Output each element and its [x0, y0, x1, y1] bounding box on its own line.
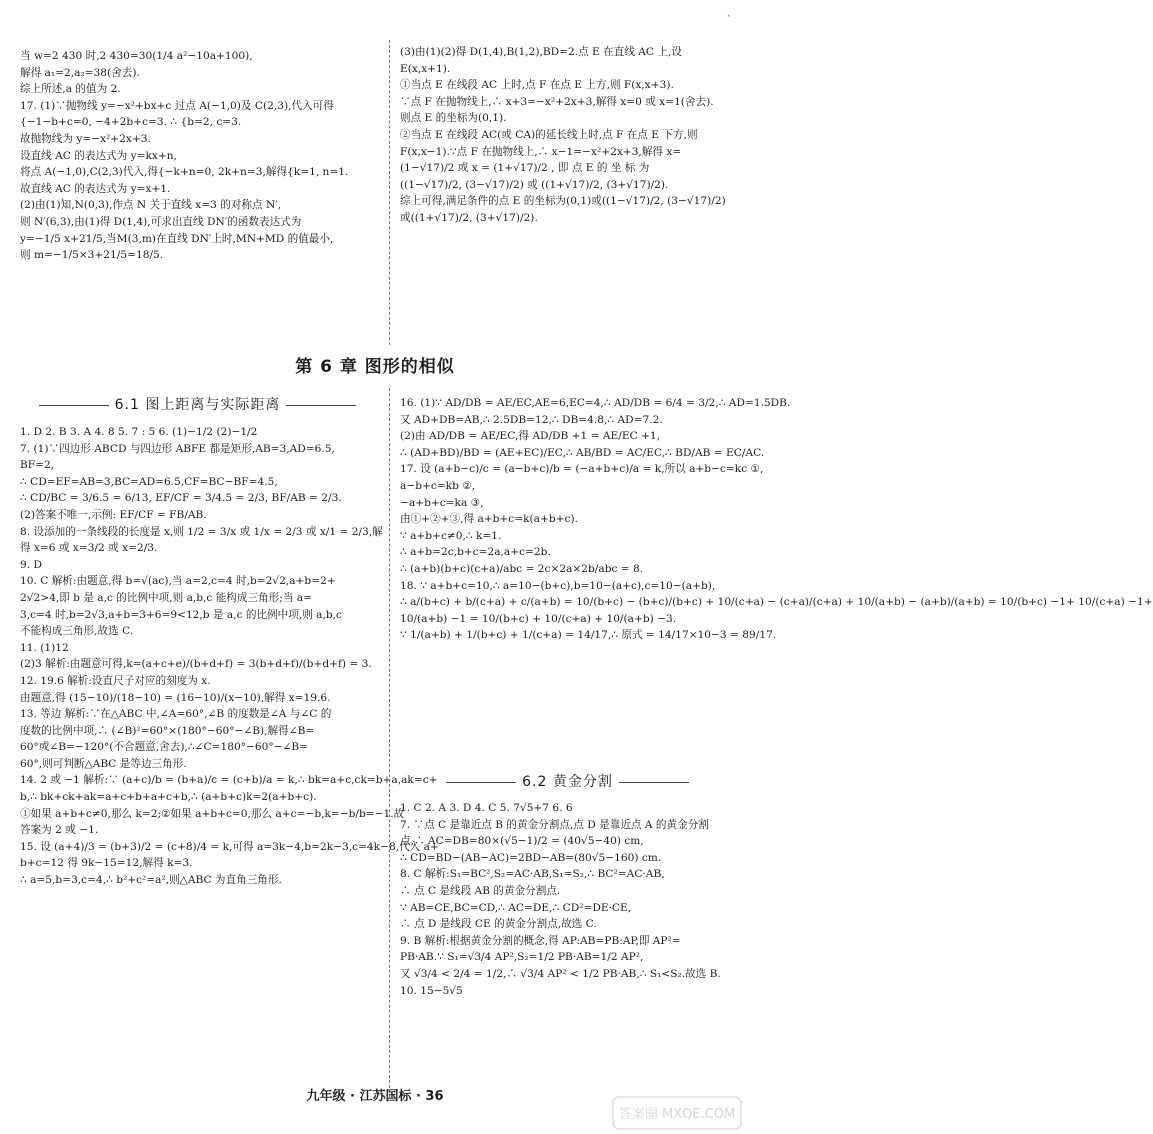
text-line: PB·AB.∵ S₁=√3/4 AP²,S₂=1/2 PB·AB=1/2 AP²,	[400, 951, 644, 964]
text-line: {−1−b+c=0, −4+2b+c=3. ∴ {b=2, c=3.	[20, 116, 242, 129]
text-line: 1. C 2. A 3. D 4. C 5. 7√5+7 6. 6	[400, 802, 573, 814]
text-line: ∴ a+b=2c,b+c=2a,a+c=2b.	[400, 546, 551, 559]
text-line: F(x,x−1).∵点 F 在抛物线上,∴ x−1=−x²+2x+3,解得 x=	[400, 145, 682, 158]
text-line: ∴ a/(b+c) + b/(c+a) + c/(a+b) = 10/(b+c) − (b+c)/(b+c) + 10/(c+a) − (c+a)/(c+a) + 10/(a+b) − (a+b)/(a+b) = 10/(b+c) −1+ 10/(c+a) −1+	[400, 596, 1153, 609]
column-divider-top	[389, 40, 390, 345]
text-line: ∵ a+b+c≠0,∴ k=1.	[400, 529, 502, 542]
text-line: 由①+②+③,得 a+b+c=k(a+b+c).	[400, 513, 578, 526]
text-line: 7. ∵点 C 是靠近点 B 的黄金分割点,点 D 是靠近点 A 的黄金分割	[400, 818, 709, 831]
text-line: 17. (1)∵抛物线 y=−x²+bx+c 过点 A(−1,0)及 C(2,3),代入可得	[20, 99, 334, 112]
text-line: 9. D	[20, 558, 42, 571]
section-title-6-1-text: 6.1 图上距离与实际距离	[114, 397, 281, 413]
text-line: ∴ CD=EF=AB=3,BC=AD=6.5,CF=BC−BF=4.5,	[20, 475, 278, 488]
text-line: 18. ∵ a+b+c=10,∴ a=10−(b+c),b=10−(a+c),c=10−(a+b),	[400, 579, 716, 592]
text-line: 10/(a+b) −1 = 10/(b+c) + 10/(c+a) + 10/(a+b) −3.	[400, 612, 677, 625]
text-line: (3)由(1)(2)得 D(1,4),B(1,2),BD=2.点 E 在直线 AC 上,设	[400, 46, 682, 58]
text-line: 故直线 AC 的表达式为 y=x+1.	[20, 182, 171, 195]
text-line: ∴ a=5,b=3,c=4,∴ b²+c²=a²,则△ABC 为直角三角形.	[20, 874, 282, 887]
text-line: ②当点 E 在线段 AC(或 CA)的延长线上时,点 F 在点 E 下方,则	[400, 128, 698, 141]
page-footer: 九年级 · 江苏国标 · 36	[306, 1089, 444, 1104]
watermark-text: 答案圈 MXQE.COM	[618, 1107, 736, 1122]
text-line: 60°,则可判断△ABC 是等边三角形.	[20, 757, 187, 770]
text-line: BF=2,	[20, 459, 55, 472]
text-line: ((1−√17)/2, (3−√17)/2) 或 ((1+√17)/2, (3+√17)/2).	[400, 178, 669, 191]
text-line: (2)由 AD/DB = AE/EC,得 AD/DB +1 = AE/EC +1,	[400, 430, 661, 443]
text-line: ∵ AB=CE,BC=CD,∴ AC=DE,∴ CD²=DE·CE,	[400, 901, 632, 914]
watermark-logo-icon	[612, 1096, 742, 1130]
text-line: 2√2>4,即 b 是 a,c 的比例中项,则 a,b,c 能构成三角形;当 a=	[20, 591, 312, 604]
text-line: ∴ 点 D 是线段 CE 的黄金分割点,故选 C.	[400, 918, 597, 931]
text-line: 点,∴ AC=DB=80×(√5−1)/2 = (40√5−40) cm,	[400, 835, 644, 848]
text-line: 由题意,得 (15−10)/(18−10) = (16−10)/(x−10),解得 x=19.6.	[20, 691, 331, 704]
section-title-6-1	[20, 394, 375, 414]
text-line: y=−1/5 x+21/5,当M(3,m)在直线 DN′上时,MN+MD 的值最小,	[20, 232, 334, 245]
watermark-logo	[612, 1096, 742, 1130]
text-line: 8. C 解析:S₁=BC²,S₂=AC·AB,S₁=S₂,∴ BC²=AC·AB,	[400, 868, 665, 881]
section-title-6-2	[400, 771, 735, 791]
text-line: 10. 15−5√5	[400, 984, 463, 997]
section-title-6-2-text: 6.2 黄金分割	[522, 774, 613, 790]
text-line: 又 √3/4 < 2/4 = 1/2,∴ √3/4 AP² < 1/2 PB·AB,∴ S₁<S₂.故选 B.	[400, 967, 721, 980]
text-line: 当 w=2 430 时,2 430=30(1/4 a²−10a+100),	[20, 50, 253, 62]
text-line: 60°或∠B=−120°(不合题意,舍去),∴∠C=180°−60°−∠B=	[20, 741, 309, 754]
text-line: 16. (1)∵ AD/DB = AE/EC,AE=6,EC=4,∴ AD/DB = 6/4 = 3/2,∴ AD=1.5DB.	[400, 397, 791, 409]
right-column-6-2	[400, 800, 735, 999]
text-line: 则 N′(6,3),由(1)得 D(1,4),可求出直线 DN′的函数表达式为	[20, 215, 302, 228]
text-line: ∴ CD/BC = 3/6.5 = 6/13, EF/CF = 3/4.5 = 2/3, BF/AB = 2/3.	[20, 492, 342, 505]
text-line: 度数的比例中项,∴ (∠B)²=60°×(180°−60°−∠B),解得∠B=	[20, 724, 315, 737]
text-line: −a+b+c=ka ③,	[400, 496, 484, 509]
text-line: 12. 19.6 解析:设直尺子对应的刻度为 x.	[20, 674, 211, 687]
corner-mark: 、	[726, 9, 736, 19]
text-line: ∵点 F 在抛物线上,∴ x+3=−x²+2x+3,解得 x=0 或 x=1(舍去).	[400, 95, 714, 108]
text-line: 11. (1)12	[20, 641, 69, 654]
text-line: 则点 E 的坐标为(0,1).	[400, 112, 507, 125]
top-right-column	[400, 44, 735, 227]
text-line: ∵ 1/(a+b) + 1/(b+c) + 1/(c+a) = 14/17,∴ 原式 = 14/17×10−3 = 89/17.	[400, 629, 777, 642]
text-line: ①如果 a+b+c≠0,那么 k=2;②如果 a+b+c=0,那么 a+c=−b,k=−b/b=−1.故	[20, 807, 405, 820]
text-line: ∴ 点 C 是线段 AB 的黄金分割点.	[400, 884, 561, 897]
column-divider-bottom	[389, 388, 390, 1098]
text-line: ∴ CD=BD−(AB−AC)=2BD−AB=(80√5−160) cm.	[400, 851, 662, 864]
text-line: 综上所述,a 的值为 2.	[20, 83, 121, 96]
text-line: b,∴ bk+ck+ak=a+c+b+a+c+b,∴ (a+b+c)k=2(a+b+c).	[20, 791, 317, 804]
text-line: b+c=12 得 9k−15=12,解得 k=3.	[20, 857, 193, 870]
right-column	[400, 395, 1153, 644]
text-line: 8. 设添加的一条线段的长度是 x,则 1/2 = 3/x 或 1/x = 2/3 或 x/1 = 2/3,解	[20, 525, 383, 538]
text-line: 17. 设 (a+b−c)/c = (a−b+c)/b = (−a+b+c)/a = k,所以 a+b−c=kc ①,	[400, 463, 764, 476]
text-line: 又 AD+DB=AB,∴ 2.5DB=12,∴ DB=4.8,∴ AD=7.2.	[400, 413, 663, 426]
text-line: 将点 A(−1,0),C(2,3)代入,得{−k+n=0, 2k+n=3,解得{k=1, n=1.	[20, 166, 349, 179]
text-line: (2)由(1)知,N(0,3),作点 N 关于直线 x=3 的对称点 N′,	[20, 199, 281, 212]
text-line: (2)答案不唯一,示例: EF/CF = FB/AB.	[20, 508, 207, 521]
text-line: 答案为 2 或 −1.	[20, 824, 99, 837]
text-line: 3,c=4 时,b=2√3,a+b=3+6=9<12,b 是 a,c 的比例中项,则 a,b,c	[20, 608, 342, 621]
text-line: 9. B 解析:根据黄金分割的概念,得 AP:AB=PB:AP,即 AP²=	[400, 934, 681, 947]
text-line: 7. (1)∵四边形 ABCD 与四边形 ABFE 都是矩形,AB=3,AD=6.5,	[20, 442, 335, 455]
text-line: (1−√17)/2 或 x = (1+√17)/2 , 即 点 E 的 坐 标 为	[400, 162, 650, 175]
text-line: 故抛物线为 y=−x²+2x+3.	[20, 132, 151, 145]
text-line: 不能构成三角形,故选 C.	[20, 625, 134, 638]
text-line: ∴ (a+b)(b+c)(c+a)/abc = 2c×2a×2b/abc = 8.	[400, 562, 644, 575]
text-line: 10. C 解析:由题意,得 b=√(ac),当 a=2,c=4 时,b=2√2,a+b=2+	[20, 575, 336, 588]
text-line: 或((1+√17)/2, (3+√17)/2).	[400, 211, 538, 224]
text-line: ①当点 E 在线段 AC 上时,点 F 在点 E 上方,则 F(x,x+3).	[400, 79, 674, 92]
text-line: ∴ (AD+BD)/BD = (AE+EC)/EC,∴ AB/BD = AC/EC,∴ BD/AB = EC/AC.	[400, 446, 765, 459]
text-line: 13. 等边 解析:∵在△ABC 中,∠A=60°,∠B 的度数是∠A 与∠C 的	[20, 708, 332, 721]
text-line: E(x,x+1).	[400, 62, 451, 75]
text-line: 1. D 2. B 3. A 4. 8 5. 7 : 5 6. (1)−1/2 (2)−1/2	[20, 426, 258, 438]
text-line: 14. 2 或 −1 解析:∵ (a+c)/b = (b+a)/c = (c+b)/a = k,∴ bk=a+c,ck=b+a,ak=c+	[20, 774, 438, 787]
text-line: 则 m=−1/5×3+21/5=18/5.	[20, 249, 164, 262]
text-line: 15. 设 (a+4)/3 = (b+3)/2 = (c+8)/4 = k,可得 a=3k−4,b=2k−3,c=4k−8,代入 a+	[20, 840, 439, 853]
text-line: 综上可得,满足条件的点 E 的坐标为(0,1)或((1−√17)/2, (3−√17)/2)	[400, 195, 726, 208]
text-line: 得 x=6 或 x=3/2 或 x=2/3.	[20, 542, 158, 555]
top-left-column	[20, 48, 375, 264]
text-line: a−b+c=kb ②,	[400, 479, 476, 492]
chapter-title: 第 6 章 图形的相似	[295, 357, 455, 377]
text-line: 解得 a₁=2,a₂=38(舍去).	[20, 66, 140, 79]
text-line: (2)3 解析:由题意可得,k=(a+c+e)/(b+d+f) = 3(b+d+f)/(b+d+f) = 3.	[20, 658, 372, 671]
text-line: 设直线 AC 的表达式为 y=kx+n,	[20, 149, 177, 162]
